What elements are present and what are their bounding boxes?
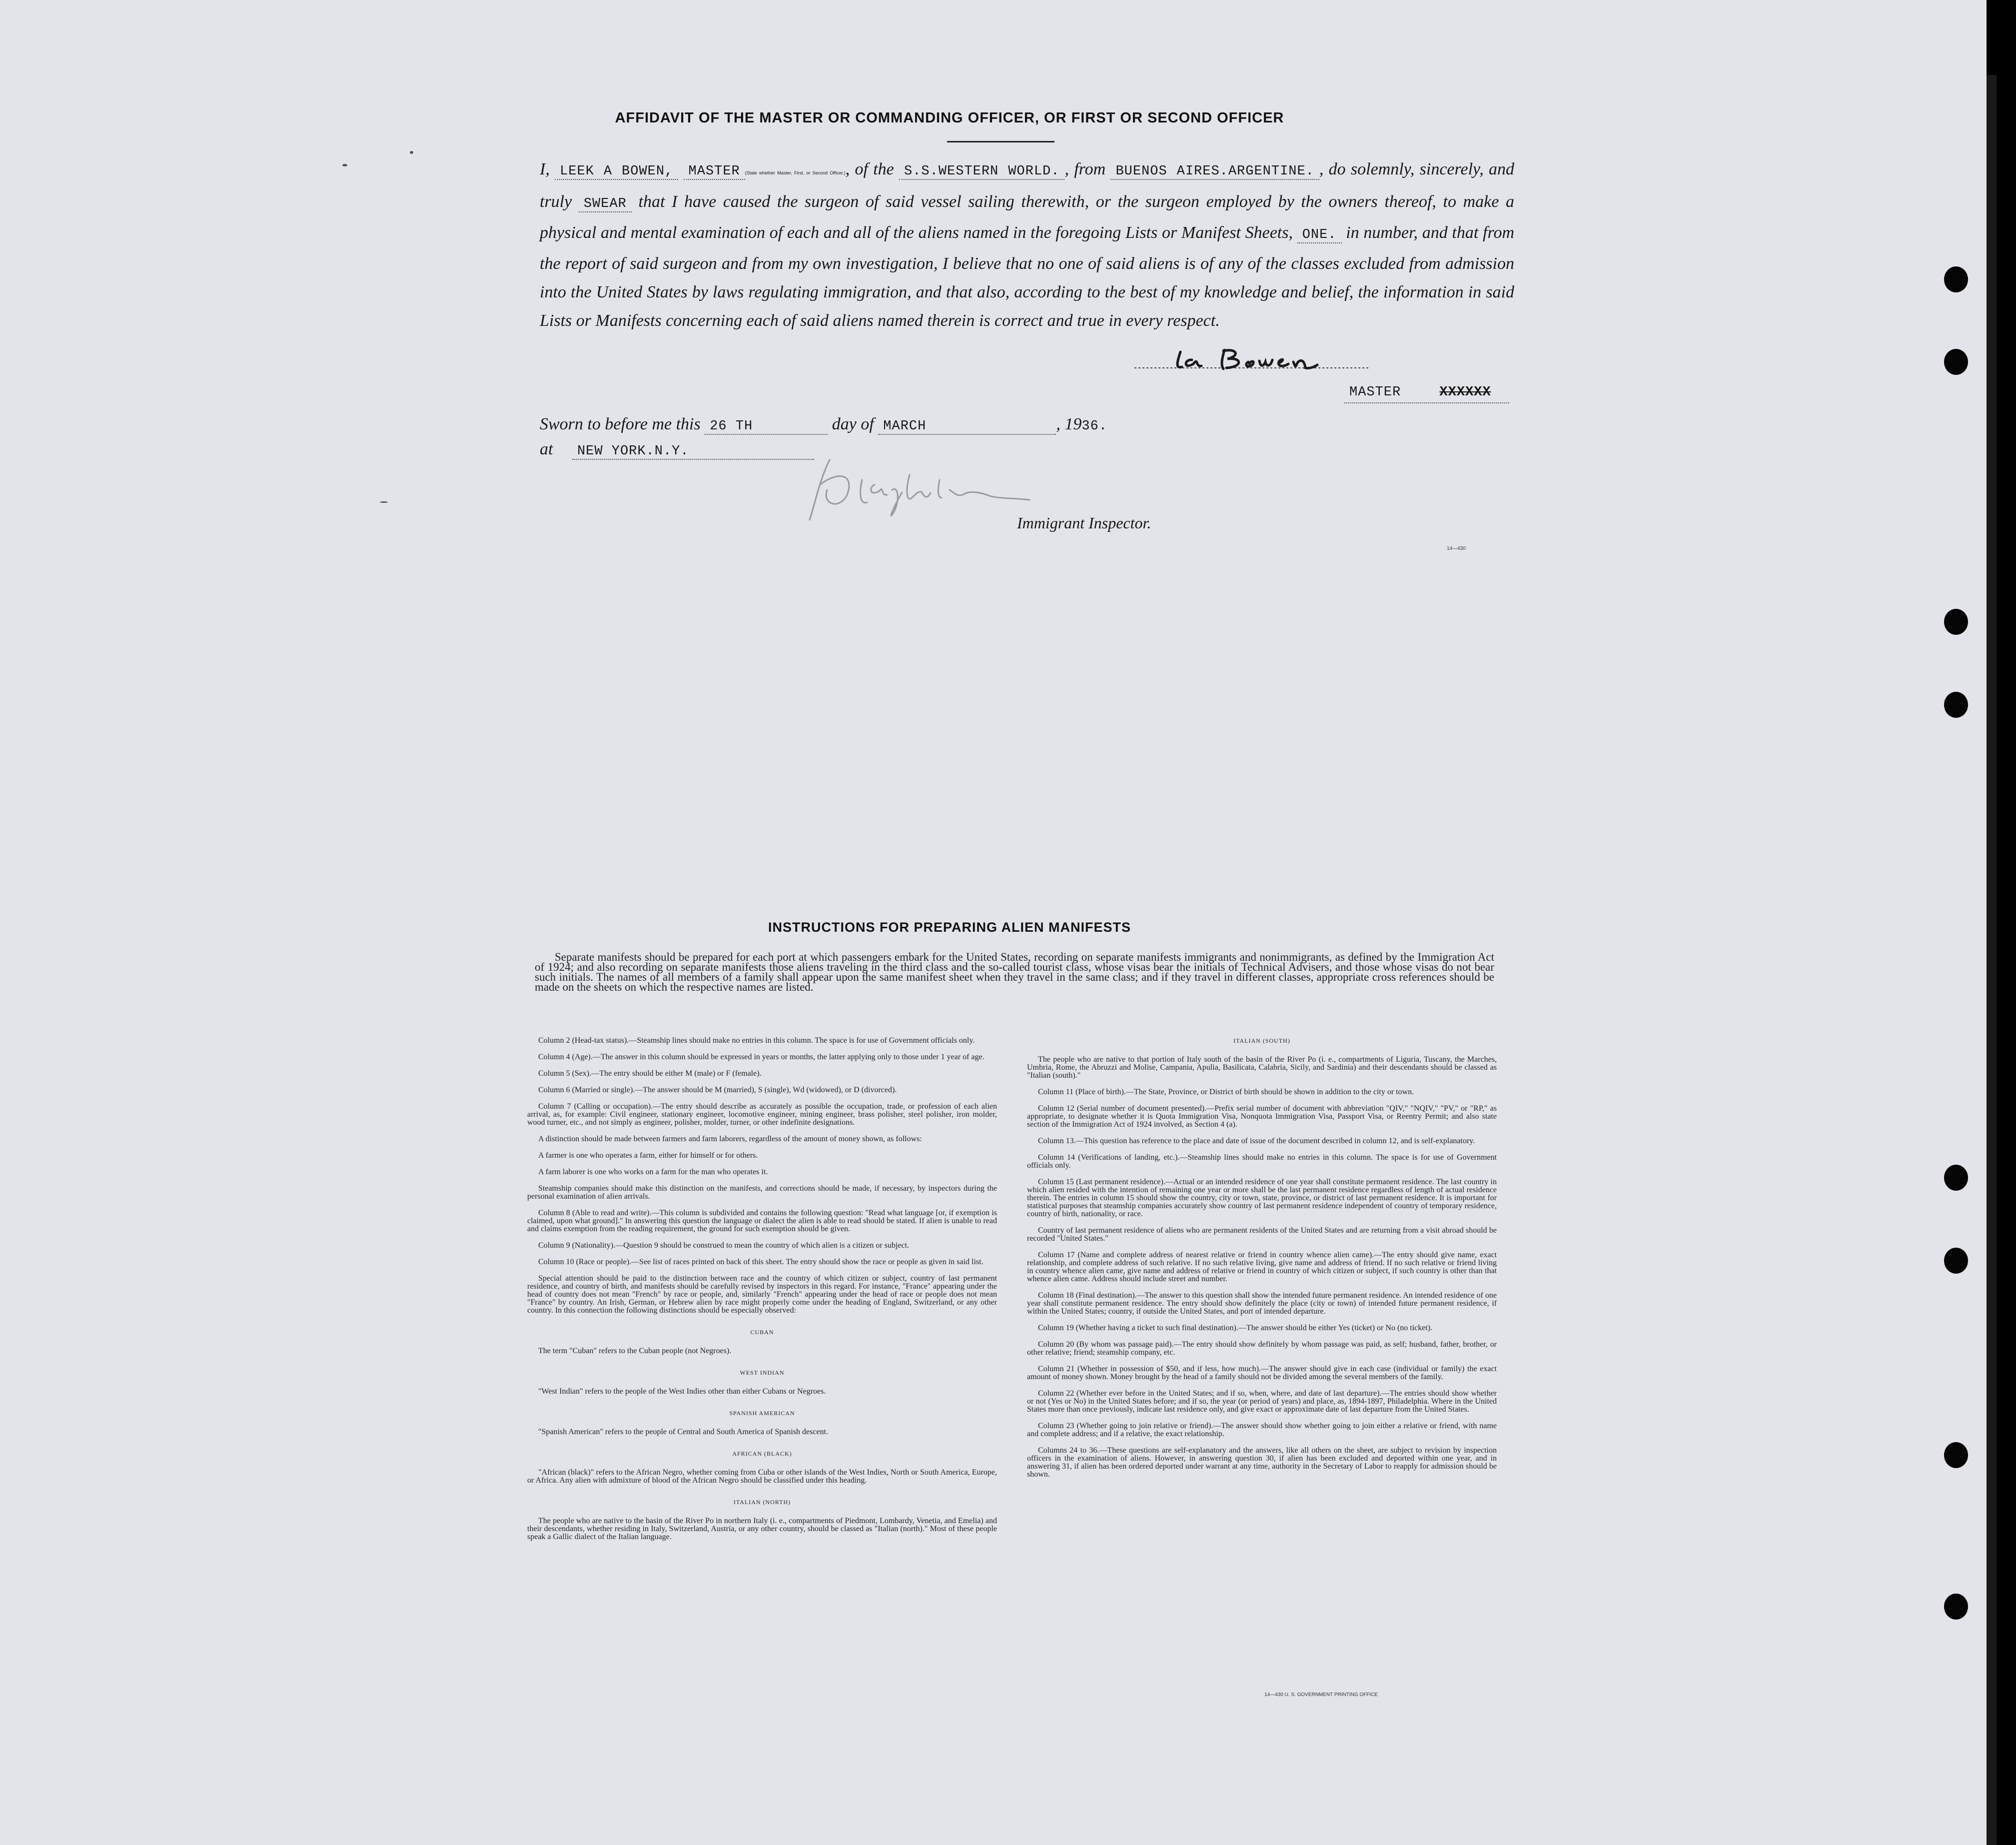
printing-office-footer: 14—430 U. S. GOVERNMENT PRINTING OFFICE — [1264, 1692, 1378, 1698]
binder-hole — [1944, 1442, 1968, 1468]
instr-right-para: Column 11 (Place of birth).—The State, Province, or District of birth should be shown in addition to the city or town. — [1038, 1088, 1414, 1096]
instr-left-para: "West Indian" refers to the people of the West Indies other than either Cubans or Negroes. — [538, 1387, 826, 1396]
master-signature — [1134, 345, 1374, 390]
instr-right-para: Column 12 (Serial number of document presented).—Prefix serial number of document with abbreviation "QIV," "NQIV," "PV," or "RP," as appropriate, to designate whether it is Quota Immigration Visa, Nonquota Immigration Visa, Passport Visa, or Reentry Permit; and also state section of the Immigration Act of 1924 involved, as Section 4 (a). — [1027, 1104, 1497, 1129]
affidavit-text-2: in number, and that from the report of said surgeon and from my own investigation, I believe that no one of said aliens is of any of the classes excluded from admission into the United States by laws regulating immigration, and that also, according to the best of my knowledge and belief, the information in said Lists or Manifests concerning each of said aliens named therein is correct and true in every respect. — [540, 223, 1515, 330]
day-of-text: day of — [832, 415, 874, 433]
subheading-cuban: CUBAN — [750, 1329, 774, 1336]
sworn-line — [540, 415, 1107, 434]
inspector-title: Immigrant Inspector. — [1017, 514, 1151, 532]
count-field: ONE. — [1297, 227, 1342, 243]
instr-left-para: A farmer is one who operates a farm, either for himself or for others. — [538, 1151, 758, 1160]
sworn-place-field: NEW YORK.N.Y. — [572, 444, 814, 460]
signer-role-value: MASTER — [1349, 385, 1401, 400]
text-from: , from — [1064, 160, 1106, 178]
pronoun: I, — [540, 160, 550, 178]
instr-right-para: Column 19 (Whether having a ticket to such final destination).—The answer should be either Yes (ticket) or No (no ticket). — [1038, 1324, 1433, 1332]
affidavit-title: AFFIDAVIT OF THE MASTER OR COMMANDING OFFICER, OR FIRST OR SECOND OFFICER — [615, 110, 1284, 126]
instr-left-para: "Spanish American" refers to the people of Central and South America of Spanish descent. — [538, 1428, 829, 1436]
sworn-place-line — [540, 440, 814, 459]
speck — [410, 151, 413, 154]
port-field: BUENOS AIRES.ARGENTINE. — [1110, 164, 1319, 180]
instr-right-para: Column 21 (Whether in possession of $50, and if less, how much).—The answer should give in each case (individual or family) the exact amount of money shown. Money brought by the head of a family should not be divided among the several members of the family. — [1027, 1365, 1497, 1381]
instructions-title: INSTRUCTIONS FOR PREPARING ALIEN MANIFESTS — [768, 920, 1131, 935]
instr-right-para: The people who are native to that portion of Italy south of the basin of the River Po (i. e., compartments of Liguria, Tuscany, the Marches, Umbria, Rome, the Abruzzi and Molise, Campania, Apulia, Basilicata, Calabria, Sicily, and Sardinia) and their descendants should be classed as "Italian (south)." — [1027, 1055, 1497, 1080]
speck — [380, 501, 388, 503]
vessel-field: S.S.WESTERN WORLD. — [899, 164, 1064, 180]
instructions-right-column — [1027, 1029, 1497, 1487]
subheading-spanish-american: SPANISH AMERICAN — [729, 1410, 795, 1417]
at-text: at — [540, 440, 553, 458]
instr-right-para: Column 22 (Whether ever before in the United States; and if so, when, where, and date of last departure).—The entries should show whether or not (Yes or No) in the United States before; and if so, the year (or period of years) and place, as, 1894-1897, Philadelphia. Where in the United States more than once previously, indicate last residence only, and give exact or approximate date of last departure from the United States. — [1027, 1389, 1497, 1414]
instr-left-para: The term "Cuban" refers to the Cuban people (not Negroes). — [538, 1347, 732, 1355]
binder-hole — [1944, 609, 1968, 635]
instr-right-para: Column 15 (Last permanent residence).—Actual or an intended residence of one year shall constitute permanent residence. The last country in which alien resided with the intention of remaining one year or more shall be the last permanent residence regardless of length of actual residence therein. The entries in column 15 should show the country, city or town, state, province, or district of last permanent residence. It is important for statistical purposes that steamship companies accurately show country of last permanent residence independent of country of temporary residence, country of birth, nationality, or race. — [1027, 1178, 1497, 1218]
inspector-signature-strokes — [810, 460, 1029, 520]
sworn-month-field: MARCH — [878, 419, 1056, 435]
instr-right-para: Column 14 (Verifications of landing, etc.).—Steamship lines should make no entries in this column. The space is for use of Government officials only. — [1027, 1153, 1497, 1170]
instr-left-para: Column 6 (Married or single).—The answer should be M (married), S (single), Wd (widowed), or D (divorced). — [538, 1086, 897, 1094]
text-do: , do — [1319, 160, 1346, 178]
rank-field: MASTER — [684, 164, 745, 180]
instr-left-para: Column 2 (Head-tax status).—Steamship lines should make no entries in this column. The space is for use of Government officials only. — [538, 1036, 975, 1045]
instr-right-para: Column 23 (Whether going to join relative or friend).—The answer should show whether going to join either a relative or friend, with name and complete address; and if a relative, the exact relationship. — [1027, 1422, 1497, 1438]
role-line — [1344, 402, 1509, 403]
master-name-field: LEEK A BOWEN, — [555, 164, 678, 180]
affidavit-text-1: that I have caused the surgeon of said vessel sailing therewith, or the surgeon employed by the owners thereof, to make a physical and mental examination of each and all of the aliens named in the foregoing Lists or Manifest Sheets, — [540, 192, 1514, 242]
instr-left-para: Column 4 (Age).—The answer in this column should be expressed in years or months, the latter applying only to those under 1 year of age. — [538, 1053, 985, 1061]
text-solemnly: solemnly, sincerely, and truly — [540, 160, 1515, 211]
instr-left-para: The people who are native to the basin of the River Po in northern Italy (i. e., compartments of Piedmont, Lombardy, Venetia, and Emelia) and their descendants, whether residing in Italy, Switzerland, Austria, or any other country, should be classed as "Italian (north)." Most of these people speak a Gallic dialect of the Italian language. — [527, 1517, 997, 1541]
instr-left-para: Column 9 (Nationality).—Question 9 should be construed to mean the country of which alien is a citizen or subject. — [538, 1241, 910, 1250]
signer-role — [1349, 385, 1491, 400]
sworn-day-field: 26 TH — [705, 419, 828, 435]
instr-right-para: Column 18 (Final destination).—The answer to this question shall show the intended future permanent residence. An intended residence of one year shall constitute permanent residence. The entry should show definitely the place (city or town) of intended future permanent residence, if within the United States; country, if outside the United States, and port of intended departure. — [1027, 1291, 1497, 1316]
year-prefix: , 19 — [1056, 415, 1082, 433]
affidavit-body — [540, 155, 1514, 335]
instr-left-para: A distinction should be made between farmers and farm laborers, regardless of the amount of money shown, as follows: — [538, 1135, 922, 1143]
binder-hole — [1944, 1248, 1968, 1274]
instr-right-para: Columns 24 to 36.—These questions are self-explanatory and the answers, like all others on the sheet, are subject to revision by inspection officers in the examination of aliens. However, in answering question 30, if alien has been excluded and deported within one year, and in answering 31, if alien has been ordered deported under warrant at any time, authority in the Secretary of Labor to reapply for admission should be shown. — [1027, 1446, 1497, 1479]
oath-field: SWEAR — [579, 196, 632, 212]
speck — [342, 164, 347, 166]
subheading-west-indian: WEST INDIAN — [740, 1369, 785, 1376]
instr-right-para: Column 13.—This question has reference to the place and date of issue of the document described in column 12, and is self-explanatory. — [1038, 1137, 1475, 1145]
signature-strokes — [1177, 350, 1317, 369]
subheading-italian-south: ITALIAN (SOUTH) — [1233, 1037, 1290, 1044]
subheading-italian-north: ITALIAN (NORTH) — [733, 1499, 791, 1506]
binder-hole — [1944, 1165, 1968, 1191]
binder-hole — [1944, 692, 1968, 718]
form-number: 14—430 — [1447, 546, 1466, 551]
instructions-left-column — [527, 1029, 997, 1550]
instr-left-para: "African (black)" refers to the African Negro, whether coming from Cuba or other islands of the West Indies, North or South America, Europe, or Africa. Any alien with admixture of blood of the African Negro should be classified under this heading. — [527, 1468, 997, 1485]
sheet-edge-shadow — [1987, 75, 1997, 1845]
instr-left-para: Special attention should be paid to the distinction between race and the country of which citizen or subject, country of last permanent residence, and country of birth, and manifests should be carefully revised by inspectors in this regard. For instance, "France" appearing under the head of country does not mean "French" by race or people, and, similarly "French" appearing under the head of race or people does not mean "France" by country. An Irish, German, or Hebrew alien by race might properly come under the heading of England, Switzerland, or any other country. In this connection the following distinctions should be especially observed: — [527, 1274, 997, 1315]
instr-left-para: Column 7 (Calling or occupation).—The entry should describe as accurately as possible the occupation, trade, or profession of each alien arrival, as, for example: Civil engineer, stationary engineer, locomotive engineer, mining engineer, brass polisher, steel polisher, iron molder, wood turner, etc., and not simply as engineer, polisher, molder, turner, or other indefinite designations. — [527, 1102, 997, 1127]
instr-left-para: Column 10 (Race or people).—See list of races printed on back of this sheet. The entry should show the race or people as given in said list. — [538, 1258, 984, 1266]
sworn-text: Sworn to before me this — [540, 415, 701, 433]
instr-left-para: Column 8 (Able to read and write).—This column is subdivided and contains the following question: "Read what language [or, if exemption is claimed, upon what ground]." In answering this question the language or dialect the alien is able to read should be stated. If alien is unable to read and claims exemption from the reading requirement, the ground for such exemption should be given. — [527, 1209, 997, 1233]
binder-hole — [1944, 266, 1968, 292]
instr-left-para: Steamship companies should make this distinction on the manifests, and corrections should be made, if necessary, by inspectors during the personal examination of alien arrivals. — [527, 1184, 997, 1201]
instr-right-para: Column 17 (Name and complete address of nearest relative or friend in country whence alien came).—The entry should give name, exact relationship, and complete address of such relative. If no such relative living, give name and address of friend. If no such relative or friend living in country whence alien came, give name and address of relative or friend in country of which citizen or subject, if such country is other than that whence alien came. Address should include street and number. — [1027, 1251, 1497, 1283]
instr-right-para: Column 20 (By whom was passage paid).—The entry should show definitely by whom passage was paid, as self; husband, father, brother, or other relative; friend; steamship company, etc. — [1027, 1340, 1497, 1357]
binder-hole — [1944, 349, 1968, 375]
rank-note: (State whether Master, First, or Second Officer.) — [745, 170, 846, 175]
instructions-intro: Separate manifests should be prepared for each port at which passengers embark for the United States, recording on separate manifests immigrants and nonimmigrants, as defined by the Immigration Act of 1924; and also recording on separate manifests those aliens traveling in the third class and the so-called tourist class, whose visas bear the initials of Technical Advisers, and those whose visas do not bear such initials. The names of all members of a family shall appear upon the same manifest sheet when they travel in the same class; and if they travel in different classes, appropriate cross references should be made on the sheets on which the respective names are listed. — [535, 951, 1494, 993]
title-rule — [947, 141, 1054, 142]
instr-right-para: Country of last permanent residence of aliens who are permanent residents of the United States and are returning from a visit abroad should be recorded "United States." — [1027, 1226, 1497, 1243]
instr-left-para: A farm laborer is one who works on a farm for the man who operates it. — [538, 1168, 768, 1176]
instr-left-para: Column 5 (Sex).—The entry should be either M (male) or F (female). — [538, 1069, 762, 1078]
subheading-african: AFRICAN (BLACK) — [732, 1450, 792, 1457]
sworn-year-field: 36. — [1081, 419, 1107, 434]
signer-role-struck: XXXXXX — [1439, 385, 1491, 400]
binder-hole — [1944, 1594, 1968, 1620]
text-of-the: , of the — [845, 160, 894, 178]
